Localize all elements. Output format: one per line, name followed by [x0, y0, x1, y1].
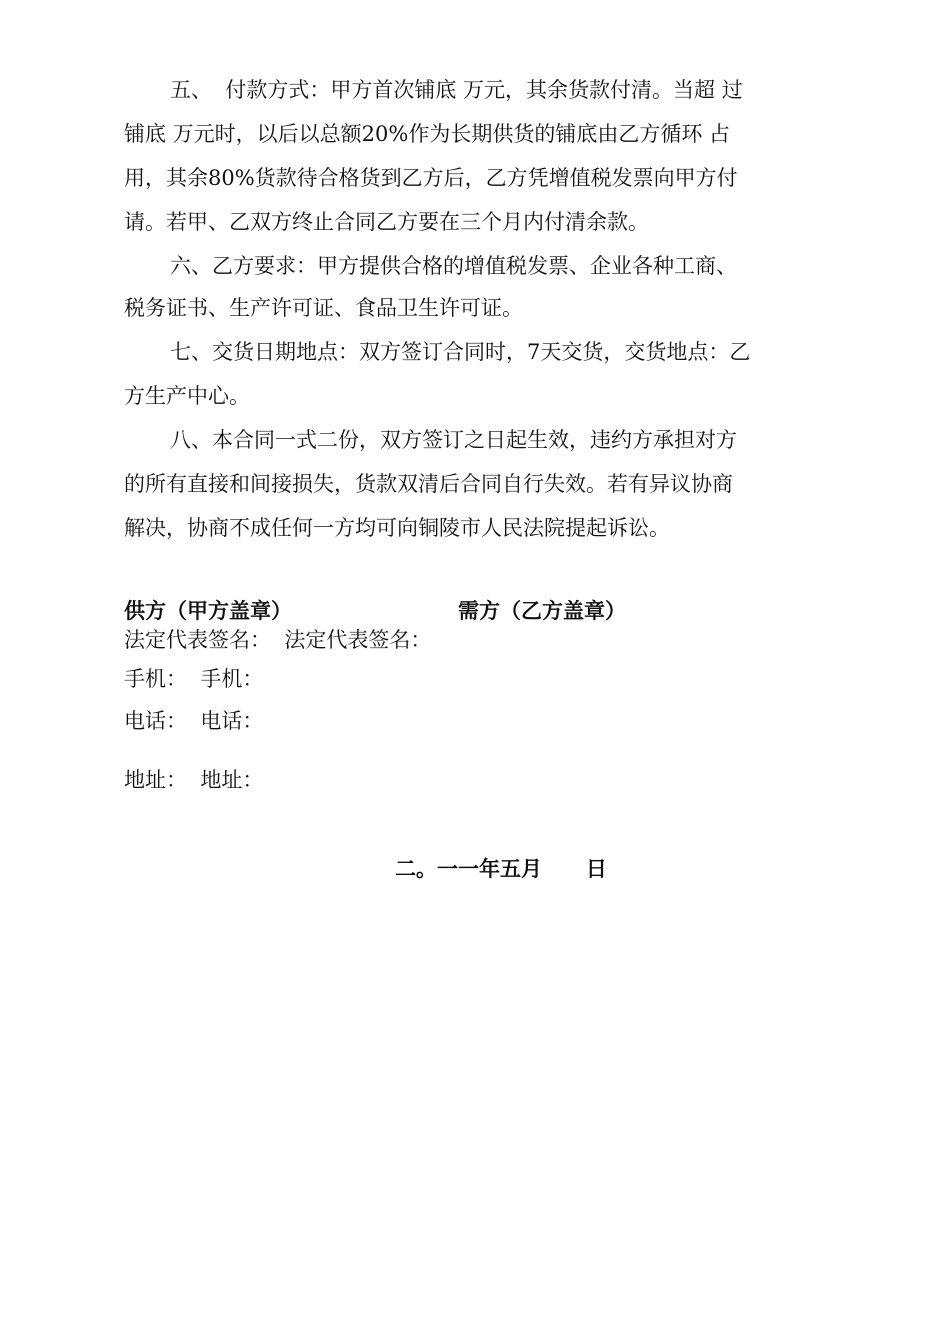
address-line: 地址： 地址： [124, 768, 264, 792]
requirements-clause-line-1: 六、乙方要求：甲方提供合格的增值税发票、企业各种工商、 [170, 254, 737, 278]
terms-clause-line-3: 解决，协商不成任何一方均可向铜陵市人民法院提起诉讼。 [124, 516, 670, 540]
supplier-heading: 供方（甲方盖章） [124, 598, 292, 623]
contract-date: 二。一一年五月 日 [395, 856, 607, 881]
representative-signature-line: 法定代表签名： 法定代表签名： [124, 628, 432, 652]
terms-clause-line-2: 的所有直接和间接损失，货款双清后合同自行失效。若有异议协商 [124, 472, 733, 496]
payment-clause-line-1: 五、 付款方式：甲方首次铺底 万元，其余货款付清。当超 过 [170, 78, 743, 102]
terms-clause-line-1: 八、本合同一式二份，双方签订之日起生效，违约方承担对方 [170, 428, 737, 452]
payment-clause-line-3: 用，其余80%货款待合格货到乙方后，乙方凭增值税发票向甲方付 [124, 166, 738, 190]
payment-clause-line-4: 请。若甲、乙双方终止合同乙方要在三个月内付清余款。 [124, 210, 649, 234]
delivery-clause-line-1: 七、交货日期地点：双方签订合同时，7天交货，交货地点：乙 [170, 340, 751, 364]
mobile-line: 手机： 手机： [124, 667, 264, 691]
payment-clause-line-2: 铺底 万元时，以后以总额20%作为长期供货的铺底由乙方循环 占 [124, 122, 731, 146]
buyer-heading: 需方（乙方盖章） [458, 598, 626, 623]
requirements-clause-line-2: 税务证书、生产许可证、食品卫生许可证。 [124, 296, 523, 320]
phone-line: 电话： 电话： [124, 709, 264, 733]
delivery-clause-line-2: 方生产中心。 [124, 384, 250, 408]
